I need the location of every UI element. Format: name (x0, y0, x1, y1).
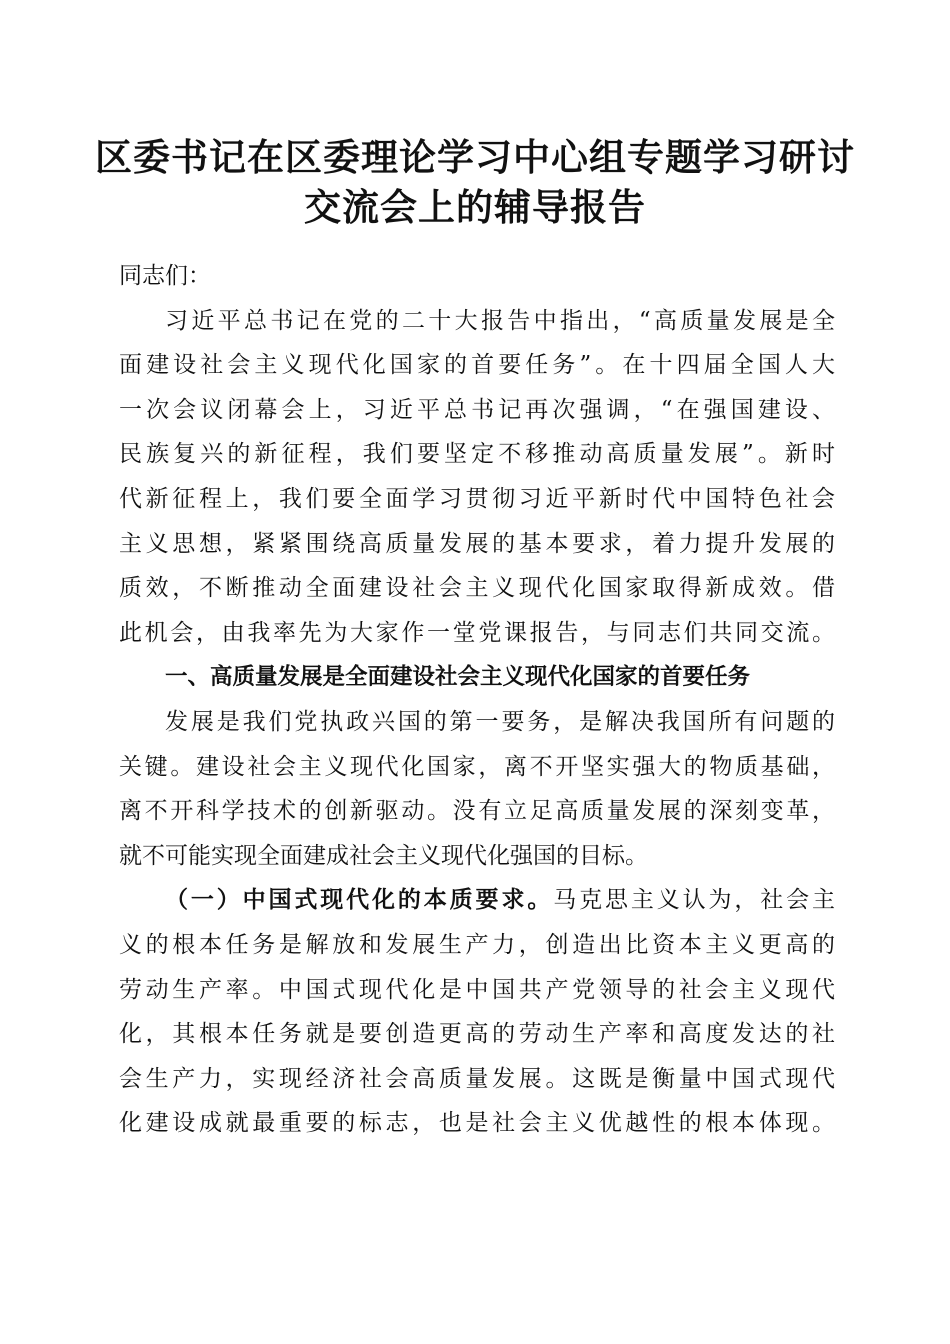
paragraph-line: 代新征程上，我们要全面学习贯彻习近平新时代中国特色社会 (119, 485, 835, 512)
paragraph-line: 一次会议闭幕会上，习近平总书记再次强调，“在强国建设、 (119, 396, 835, 423)
title-line-1: 区委书记在区委理论学习中心组专题学习研讨 (95, 135, 855, 179)
document-body (119, 254, 835, 1146)
paragraph-line: 面建设社会主义现代化国家的首要任务”。在十四届全国人大 (119, 352, 835, 379)
document-title (90, 132, 860, 232)
paragraph-line: 关键。建设社会主义现代化国家，离不开坚实强大的物质基础， (119, 753, 835, 780)
salutation: 同志们： (119, 263, 211, 289)
paragraph-line: 劳动生产率。中国式现代化是中国共产党领导的社会主义现代 (119, 976, 835, 1003)
paragraph-line: 习近平总书记在党的二十大报告中指出，“高质量发展是全 (165, 307, 835, 334)
subsection-lead: （一）中国式现代化的本质要求。 (165, 886, 554, 914)
paragraph-subsection-1 (119, 878, 835, 1146)
paragraph-line: 就不可能实现全面建成社会主义现代化强国的目标。 (119, 842, 648, 869)
paragraph-line: 化建设成就最重要的标志，也是社会主义优越性的根本体现。 (119, 1110, 835, 1137)
paragraph-line: 离不开科学技术的创新驱动。没有立足高质量发展的深刻变革， (119, 798, 835, 825)
subsection-lead-rest: 马克思主义认为，社会主 (553, 887, 835, 914)
paragraph-line: 此机会，由我率先为大家作一堂党课报告，与同志们共同交流。 (119, 619, 835, 646)
paragraph-line: 民族复兴的新征程，我们要坚定不移推动高质量发展”。新时 (119, 441, 835, 468)
title-line-2: 交流会上的辅导报告 (304, 185, 646, 229)
paragraph-intro (119, 299, 835, 656)
paragraph-line-with-lead (119, 878, 835, 923)
paragraph-section-1 (119, 700, 835, 878)
paragraph-line: 化，其根本任务就是要创造更高的劳动生产率和高度发达的社 (119, 1021, 835, 1048)
paragraph-line: 主义思想，紧紧围绕高质量发展的基本要求，着力提升发展的 (119, 530, 835, 557)
paragraph-line: 质效，不断推动全面建设社会主义现代化国家取得新成效。借 (119, 575, 835, 602)
paragraph-line: 发展是我们党执政兴国的第一要务，是解决我国所有问题的 (165, 708, 835, 735)
section-heading-1: 一、高质量发展是全面建设社会主义现代化国家的首要任务 (165, 664, 751, 691)
paragraph-line: 义的根本任务是解放和发展生产力，创造出比资本主义更高的 (119, 931, 835, 958)
paragraph-line: 会生产力，实现经济社会高质量发展。这既是衡量中国式现代 (119, 1065, 835, 1092)
